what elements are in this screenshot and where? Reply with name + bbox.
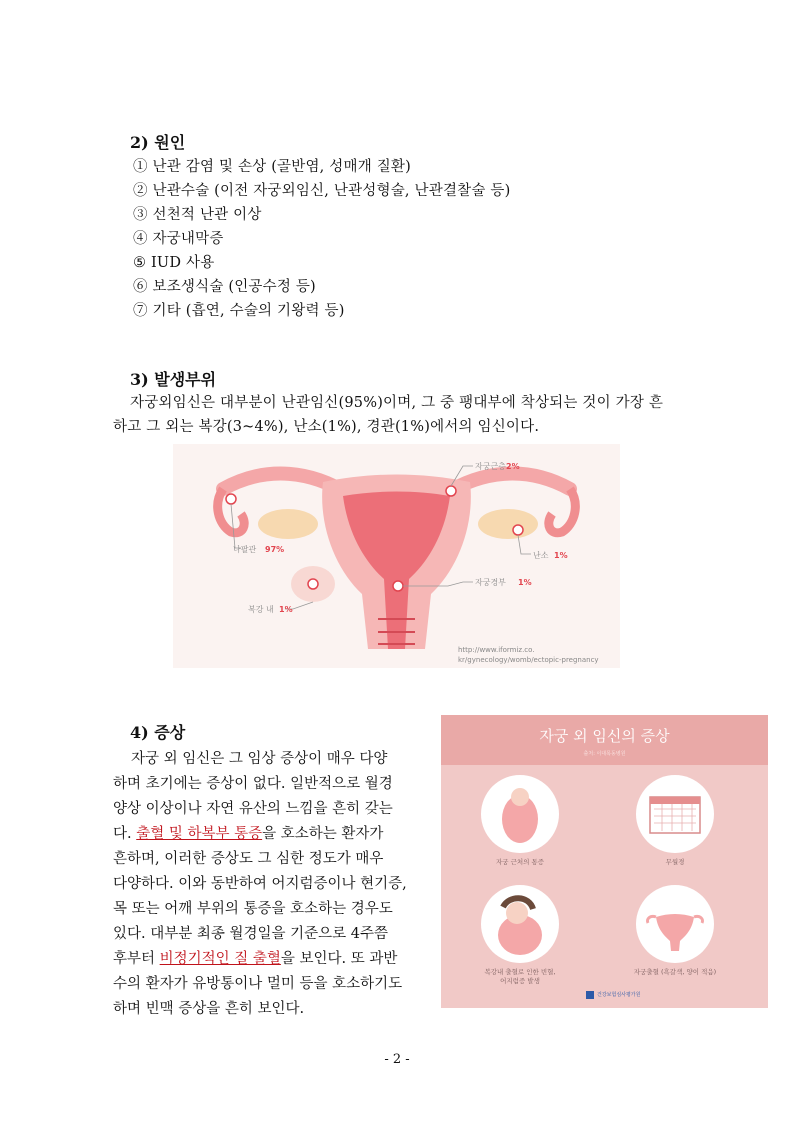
paragraph-line: 흔하며, 이러한 증상도 그 심한 정도가 매우 xyxy=(113,851,384,867)
pct-tube: 97% xyxy=(265,545,285,554)
infographic-subtitle: 출처: 이대목동병원 xyxy=(583,751,626,757)
cause-item: ⑤ IUD 사용 xyxy=(133,255,215,271)
paragraph-line: 양상 이상이나 자연 유산의 느낌을 흔히 갖는 xyxy=(113,801,393,817)
label-cervix: 자궁경부 xyxy=(475,578,506,587)
paragraph-line: 후부터 비정기적인 질 출혈을 보인다. 또 과반 xyxy=(113,951,398,967)
site-paragraph-line: 하고 그 외는 복강(3~4%), 난소(1%), 경관(1%)에서의 임신이다. xyxy=(113,419,540,435)
calendar-illustration xyxy=(636,775,714,853)
paragraph-line: 하며 빈맥 증상을 흔히 보인다. xyxy=(113,1001,305,1017)
paragraph-line: 수의 환자가 유방통이나 멀미 등을 호소하기도 xyxy=(113,976,403,992)
pct-abdomen: 1% xyxy=(279,605,293,614)
uterus-diagram xyxy=(173,444,620,668)
figure-source: http://www.iformiz.co. xyxy=(458,646,535,654)
cause-item: ④ 자궁내막증 xyxy=(133,231,224,247)
caption-uterine-bleeding: 자궁출혈 (흑갈색, 양이 적음) xyxy=(633,968,717,976)
pct-cervix: 1% xyxy=(518,578,532,587)
site-paragraph-line: 자궁외임신은 대부분이 난관임신(95%)이며, 그 중 팽대부에 착상되는 것이 가장 흔 xyxy=(130,395,664,411)
highlight-bleeding-pain: 출혈 및 하복부 통증 xyxy=(136,826,263,842)
hira-logo-icon xyxy=(586,991,594,999)
symptom-paragraph xyxy=(113,747,431,1022)
section-2-heading: 2) 원인 xyxy=(130,133,186,152)
paragraph-line: 다양하다. 이와 동반하여 어지럼증이나 현기증, xyxy=(113,876,407,892)
section-3-heading: 3) 발생부위 xyxy=(130,370,217,389)
paragraph-line: 다. 출혈 및 하복부 통증을 호소하는 환자가 xyxy=(113,826,384,842)
pain-illustration xyxy=(481,775,559,853)
cause-item: ② 난관수술 (이전 자궁외임신, 난관성형술, 난관결찰술 등) xyxy=(133,183,511,199)
infographic-title: 자궁 외 임신의 증상 xyxy=(539,727,670,745)
uterus-bleeding-illustration xyxy=(636,885,714,963)
label-uterine-muscle: 자궁근층 xyxy=(475,462,506,471)
page-number: - 2 - xyxy=(384,1052,410,1067)
cause-item: ⑦ 기타 (흡연, 수술의 기왕력 등) xyxy=(133,303,345,319)
figure-source: kr/gynecology/womb/ectopic-pregnancy xyxy=(458,656,599,664)
paragraph-line: 있다. 대부분 최종 월경일을 기준으로 4주쯤 xyxy=(113,926,388,942)
paragraph-line: 자궁 외 임신은 그 임상 증상이 매우 다양 xyxy=(131,751,388,767)
dizziness-illustration xyxy=(481,885,559,963)
cause-item: ③ 선천적 난관 이상 xyxy=(133,207,262,223)
cause-item: ① 난관 감염 및 손상 (골반염, 성매개 질환) xyxy=(133,159,411,175)
right-fimbria-shape xyxy=(549,489,575,533)
paragraph-line: 목 또는 어깨 부위의 통증을 호소하는 경우도 xyxy=(113,901,393,917)
paragraph-line: 하며 초기에는 증상이 없다. 일반적으로 월경 xyxy=(113,776,393,792)
symptoms-infographic xyxy=(441,715,768,1008)
label-tube: 나팔관 xyxy=(233,545,257,554)
pct-uterine-muscle: 2% xyxy=(506,462,520,471)
cause-item: ⑥ 보조생식술 (인공수정 등) xyxy=(133,279,316,295)
caption-amenorrhea: 무월경 xyxy=(665,858,685,866)
label-abdomen: 복강 내 xyxy=(248,605,274,614)
pct-ovary: 1% xyxy=(554,551,568,560)
label-ovary: 난소 xyxy=(533,551,549,560)
uterus-illustration xyxy=(173,444,620,668)
left-ovary-shape xyxy=(258,509,318,539)
caption-anemia: 복강내 출혈로 인한 빈혈, 어지럼증 발생 xyxy=(484,968,556,985)
logo-text: 건강보험심사평가원 xyxy=(597,992,641,998)
section-4-heading: 4) 증상 xyxy=(130,723,186,742)
highlight-irregular-bleeding: 비정기적인 질 출혈 xyxy=(159,951,281,967)
right-ovary-shape xyxy=(478,509,538,539)
caption-pain: 자궁 근처의 통증 xyxy=(495,858,545,866)
